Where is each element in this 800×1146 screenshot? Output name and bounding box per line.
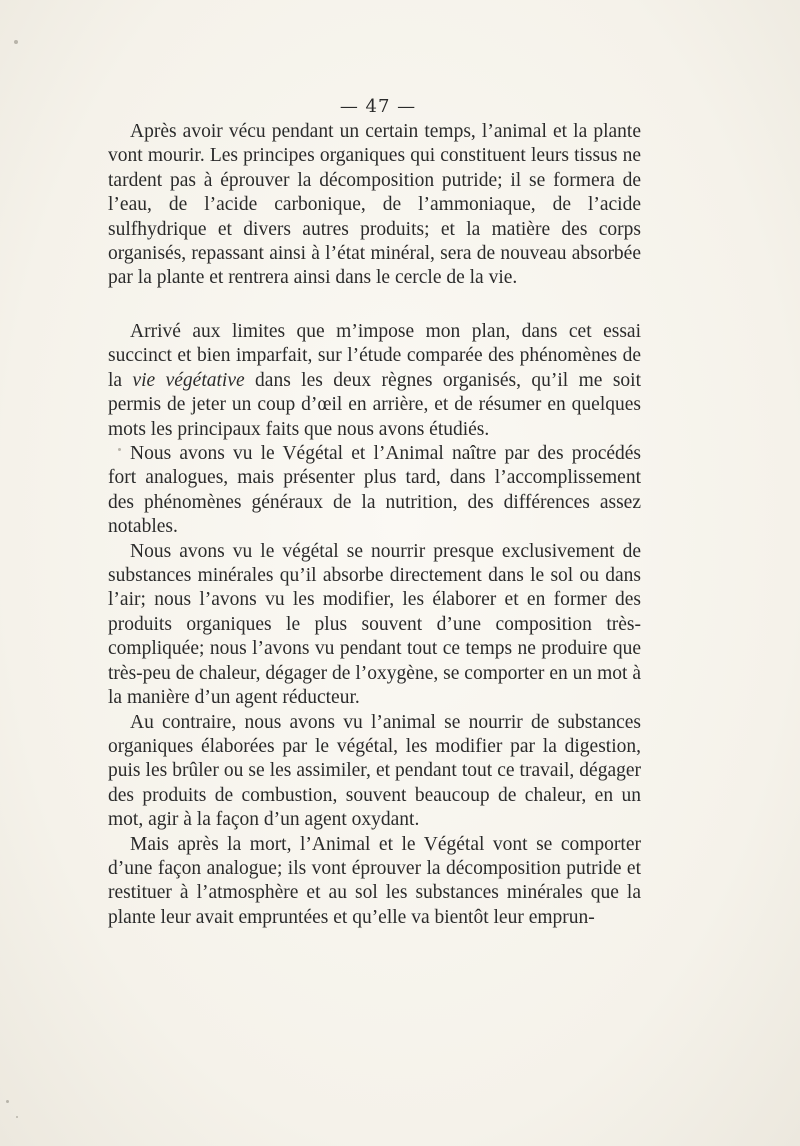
paper-speck (14, 40, 18, 44)
paragraph-2-start: Arrivé aux limites que m’impose mon plan, dans cet essai succinct et bien imparfait, sur l’étude comparée des phénomènes de la (108, 321, 641, 391)
paragraph-6: Mais après la mort, l’Animal et le Végétal vont se comporter d’une façon analogue; ils vont éprouver la décomposition putride et restituer à l’atmosphère et au sol les substances minérales que la plante leur avait empruntées et qu’elle va bientôt leur emprun- (108, 833, 641, 928)
paragraph-5: Au contraire, nous avons vu l’animal se nourrir de substances organiques élaborées par le végétal, les modifier par la digestion, puis les brûler ou se les assimiler, et pendant tout ce travail, dégager des produits de combustion, souvent beaucoup de chaleur, en un mot, agir à la façon d’un agent oxydant. (108, 711, 641, 831)
paragraph-2 (108, 320, 641, 442)
text-block-upper (108, 120, 641, 291)
paragraph-2-end: dans les deux règnes organisés, qu’il me soit permis de jeter un coup d’œil en arrière, et de résumer en quelques mots les principaux faits que nous avons étudiés. (108, 369, 642, 440)
italic-term: vie végétative (132, 369, 245, 391)
paragraph-4: Nous avons vu le végétal se nourrir presque exclusivement de substances minérales qu’il absorbe directement dans le sol ou dans l’air; nous l’avons vu les modifier, les élaborer et en former des produits organiques le plus souvent d’une composition très-compliquée; nous l’avons vu pendant tout ce temps ne produire que très-peu de chaleur, dégager de l’oxygène, se comporter en un mot à la manière d’un agent réducteur. (108, 540, 641, 709)
paper-speck (16, 1116, 18, 1118)
page-number: — 47 — (339, 96, 417, 117)
paper-speck (6, 1100, 9, 1103)
paper-speck (118, 448, 121, 451)
text-block-lower (108, 320, 641, 930)
paragraph-3: Nous avons vu le Végétal et l’Animal naître par des procédés fort analogues, mais présenter plus tard, dans l’accomplissement des phénomènes généraux de la nutrition, des différences assez notables. (108, 443, 641, 538)
paragraph-1: Après avoir vécu pendant un certain temps, l’animal et la plante vont mourir. Les principes organiques qui constituent leurs tissus ne tardent pas à éprouver la décomposition putride; il se formera de l’eau, de l’acide carbonique, de l’ammoniaque, de l’acide sulfhydrique et divers autres produits; et la matière des corps organisés, repassant ainsi à l’état minéral, sera de nouveau absorbée par la plante et rentrera ainsi dans le cercle de la vie. (108, 121, 641, 289)
